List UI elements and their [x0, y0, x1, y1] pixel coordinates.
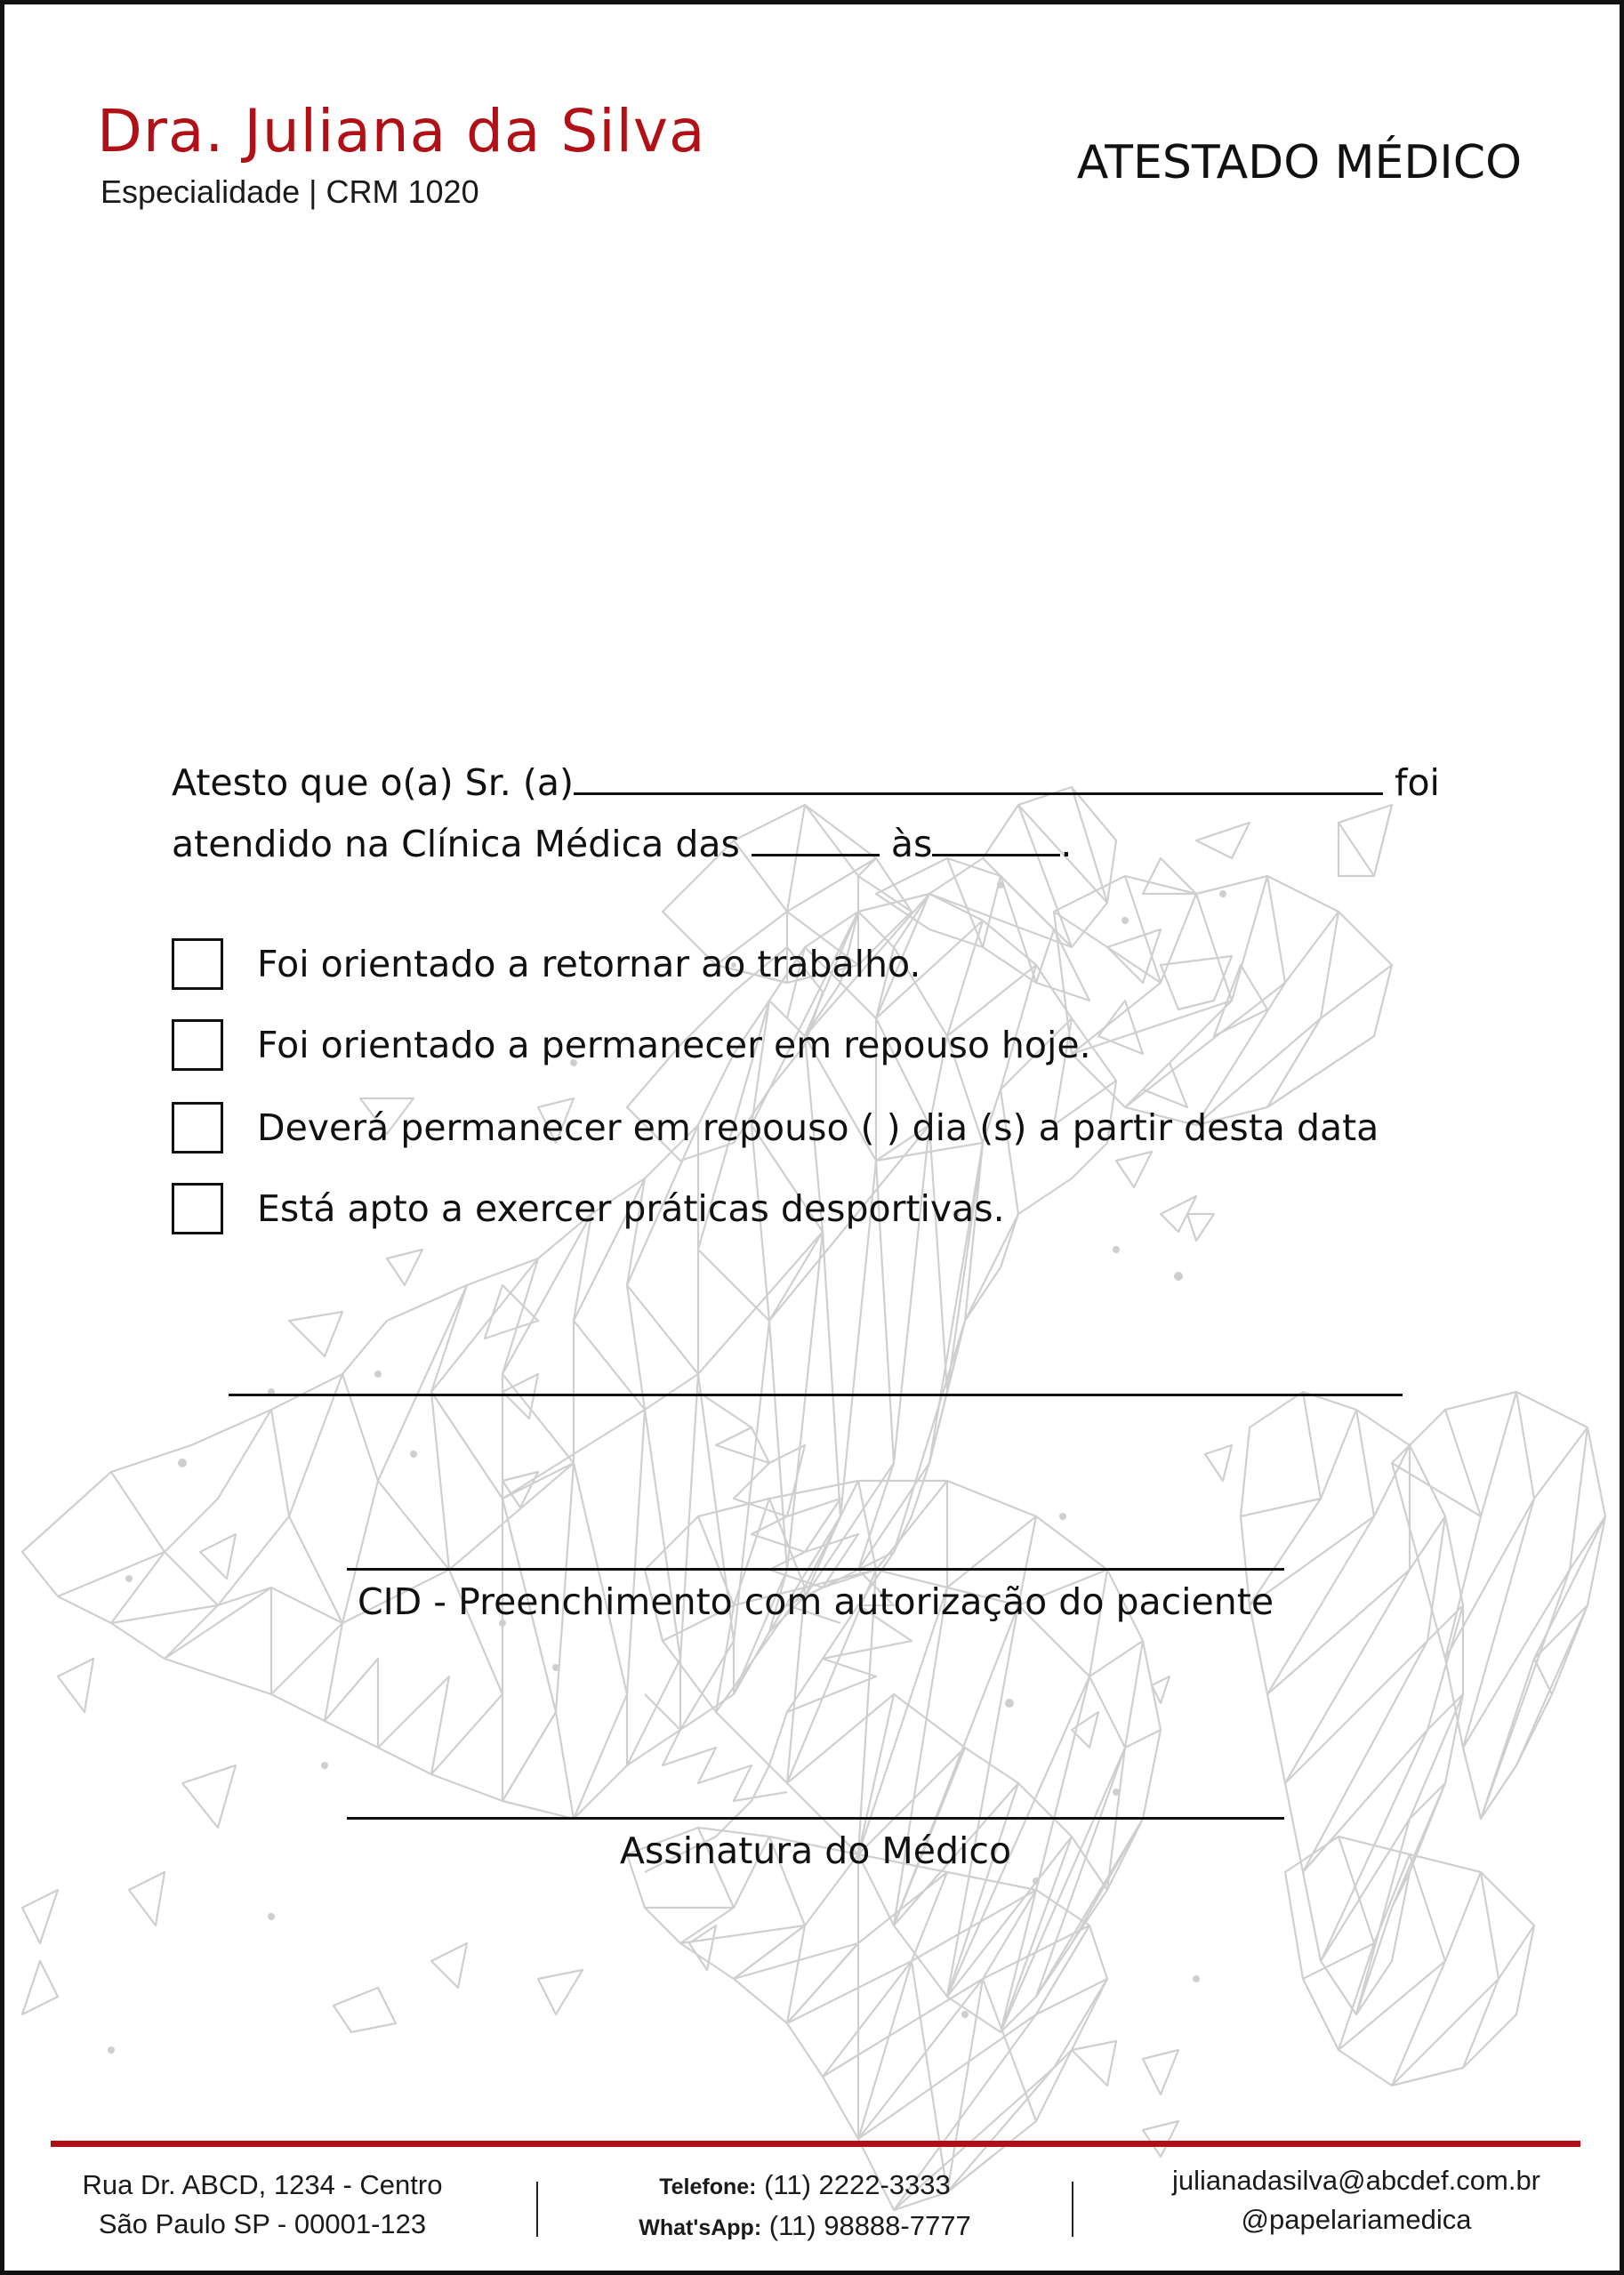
footer-address	[58, 2166, 467, 2244]
checkbox-rest-today[interactable]	[172, 1019, 223, 1071]
checkbox-fit-for-sports[interactable]	[172, 1183, 223, 1234]
instagram-handle: @papelariamedica	[1241, 2204, 1472, 2235]
observations-line[interactable]	[229, 1394, 1403, 1396]
attestation-line1-suffix: foi	[1382, 761, 1440, 804]
attestation-time-prefix: atendido na Clínica Médica das	[172, 823, 752, 865]
attestation-line-2	[172, 811, 1470, 872]
address-line-1: Rua Dr. ABCD, 1234 - Centro	[82, 2169, 443, 2200]
footer-separator	[1072, 2182, 1073, 2237]
attestation-patient-prefix: Atesto que o(a) Sr. (a)	[172, 761, 574, 804]
footer-phones	[591, 2166, 1018, 2247]
doctor-name: Dra. Juliana da Silva	[97, 97, 706, 165]
attestation-time-middle: às	[879, 823, 933, 865]
option-label: Deverá permanecer em repouso ( ) dia (s) a partir desta data	[257, 1106, 1379, 1149]
phone-label: Telefone:	[659, 2175, 757, 2199]
doctor-signature-label: Assinatura do Médico	[619, 1829, 1012, 1872]
end-time-blank[interactable]	[932, 811, 1060, 856]
option-label: Foi orientado a retornar ao trabalho.	[257, 943, 921, 985]
footer-contacts	[1116, 2161, 1596, 2239]
start-time-blank[interactable]	[752, 811, 880, 856]
whatsapp-line	[591, 2207, 1018, 2247]
attestation-text	[172, 750, 1470, 872]
cid-line[interactable]	[347, 1568, 1284, 1571]
whatsapp-number: (11) 98888-7777	[761, 2210, 971, 2241]
phone-number: (11) 2222-3333	[756, 2169, 951, 2200]
checkbox-rest-days[interactable]	[172, 1102, 223, 1154]
attestation-line2-end: .	[1060, 823, 1073, 865]
checkbox-return-to-work[interactable]	[172, 938, 223, 990]
phone-line	[591, 2166, 1018, 2207]
document-title: ATESTADO MÉDICO	[1076, 136, 1522, 189]
footer-divider	[51, 2141, 1580, 2147]
email: julianadasilva@abcdef.com.br	[1171, 2165, 1541, 2196]
doctor-specialty-crm: Especialidade | CRM 1020	[100, 173, 479, 210]
whatsapp-label: What'sApp:	[639, 2215, 762, 2240]
footer-separator	[536, 2182, 538, 2237]
address-line-2: São Paulo SP - 00001-123	[98, 2208, 427, 2239]
option-label: Foi orientado a permanecer em repouso hoje.	[257, 1024, 1091, 1066]
patient-name-blank[interactable]	[574, 750, 1383, 795]
doctor-signature-line[interactable]	[347, 1817, 1284, 1820]
attestation-line-1	[172, 750, 1470, 811]
cid-label: CID - Preenchimento com autorização do paciente	[357, 1580, 1274, 1623]
option-label: Está apto a exercer práticas desportivas.	[257, 1187, 1005, 1230]
